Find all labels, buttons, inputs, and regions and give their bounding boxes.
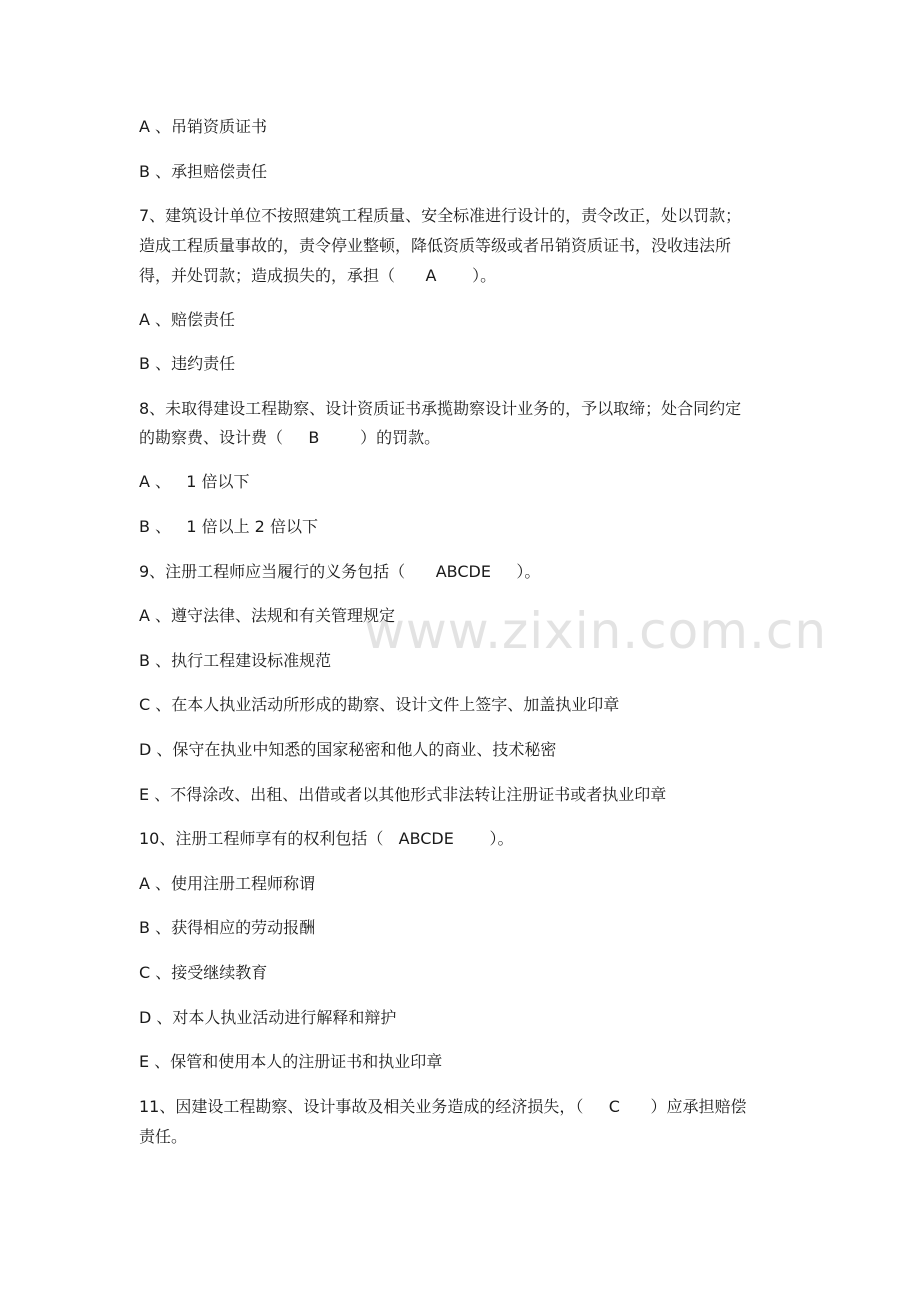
option-line: A 、遵守法律、法规和有关管理规定 xyxy=(139,606,396,625)
option-line: E 、保管和使用本人的注册证书和执业印章 xyxy=(139,1052,443,1071)
watermark: www.zixin.com.cn xyxy=(364,602,828,660)
option-line: C 、接受继续教育 xyxy=(139,963,268,982)
option-line: A 、赔偿责任 xyxy=(139,310,236,329)
question-line: 7、建筑设计单位不按照建筑工程质量、安全标准进行设计的，责令改正，处以罚款； xyxy=(139,206,742,225)
option-line: C 、在本人执业活动所形成的勘察、设计文件上签字、加盖执业印章 xyxy=(139,695,620,714)
option-line: A 、吊销资质证书 xyxy=(139,117,268,136)
option-line: B 、承担赔偿责任 xyxy=(139,162,268,181)
question-line: 造成工程质量事故的，责令停业整顿，降低资质等级或者吊销资质证书，没收违法所 xyxy=(139,236,732,255)
option-line: D 、对本人执业活动进行解释和辩护 xyxy=(139,1008,397,1027)
option-line: E 、不得涂改、出租、出借或者以其他形式非法转让注册证书或者执业印章 xyxy=(139,785,667,804)
question-line: 11、因建设工程勘察、设计事故及相关业务造成的经济损失，（ C ）应承担赔偿 xyxy=(139,1097,747,1116)
option-line: D 、保守在执业中知悉的国家秘密和他人的商业、技术秘密 xyxy=(139,740,557,759)
question-line: 10、注册工程师享有的权利包括（ ABCDE ）。 xyxy=(139,829,514,848)
option-line: B 、 1 倍以上 2 倍以下 xyxy=(139,517,318,536)
option-line: A 、使用注册工程师称谓 xyxy=(139,874,316,893)
option-line: B 、违约责任 xyxy=(139,354,236,373)
question-line: 得，并处罚款；造成损失的，承担（ A ）。 xyxy=(139,266,497,285)
question-line: 责任。 xyxy=(139,1127,188,1146)
question-line: 8、未取得建设工程勘察、设计资质证书承揽勘察设计业务的，予以取缔；处合同约定 xyxy=(139,399,742,418)
question-line: 9、注册工程师应当履行的义务包括（ ABCDE ）。 xyxy=(139,562,541,581)
option-line: B 、获得相应的劳动报酬 xyxy=(139,918,316,937)
question-line: 的勘察费、设计费（ B ）的罚款。 xyxy=(139,428,441,447)
option-line: B 、执行工程建设标准规范 xyxy=(139,651,332,670)
option-line: A 、 1 倍以下 xyxy=(139,472,250,491)
